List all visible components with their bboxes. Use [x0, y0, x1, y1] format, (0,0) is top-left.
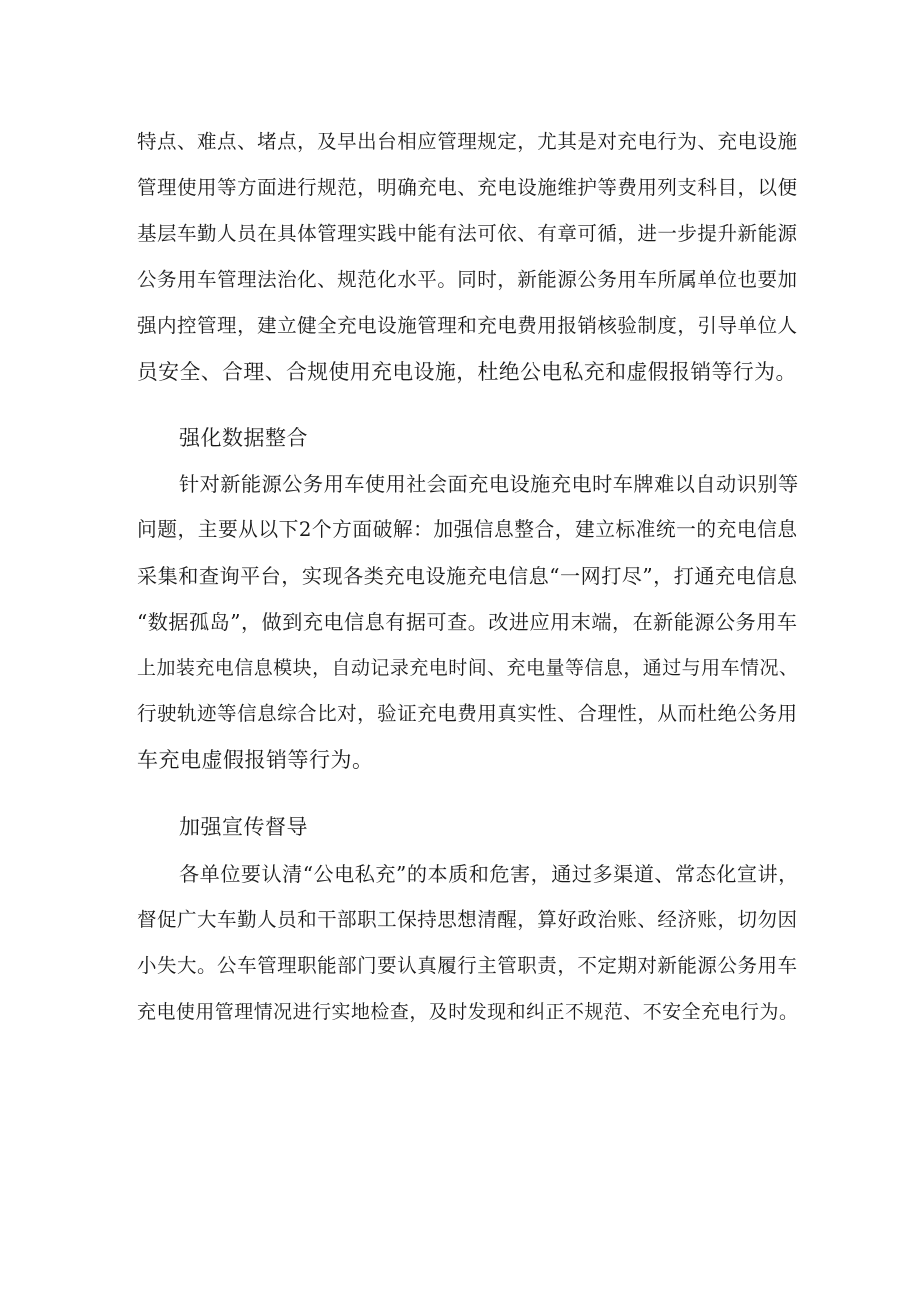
- paragraph-1-line: 公务用车管理法治化、规范化水平。同时，新能源公务用车所属单位也要加: [137, 268, 798, 291]
- paragraph-2-line: 采集和查询平台，实现各类充电设施充电信息“一网打尽”，打通充电信息: [137, 564, 798, 588]
- paragraph-1-line: 强内控管理，建立健全充电设施管理和充电费用报销核验制度，引导单位人: [137, 314, 798, 337]
- paragraph-1-line: 特点、难点、堵点，及早出台相应管理规定，尤其是对充电行为、充电设施: [137, 130, 798, 153]
- section-heading-data-integration: 强化数据整合: [179, 426, 308, 450]
- paragraph-2-line: 问题，主要从以下2个方面破解：加强信息整合，建立标准统一的充电信息: [137, 518, 798, 541]
- paragraph-1: [137, 119, 797, 395]
- paragraph-1-line: 管理使用等方面进行规范，明确充电、充电设施维护等费用列支科目，以便: [137, 176, 798, 199]
- paragraph-1-line: 员安全、合理、合规使用充电设施，杜绝公电私充和虚假报销等行为。: [137, 360, 797, 384]
- paragraph-2-line: 车充电虚假报销等行为。: [137, 748, 374, 772]
- paragraph-3-line: 督促广大车勤人员和干部职工保持思想清醒，算好政治账、经济账，切勿因: [137, 908, 798, 931]
- paragraph-2-line: 针对新能源公务用车使用社会面充电设施充电时车牌难以自动识别等: [179, 472, 799, 496]
- section-heading-publicity-supervision: 加强宣传督导: [179, 815, 308, 839]
- paragraph-2-line: 上加装充电信息模块，自动记录充电时间、充电量等信息，通过与用车情况、: [137, 657, 799, 679]
- paragraph-2-line: 行驶轨迹等信息综合比对，验证充电费用真实性、合理性，从而杜绝公务用: [137, 702, 798, 725]
- paragraph-3-line: 各单位要认清“公电私充”的本质和危害，通过多渠道、常态化宣讲，: [179, 862, 799, 886]
- paragraph-3-line: 充电使用管理情况进行实地检查，及时发现和纠正不规范、不安全充电行为。: [137, 1001, 799, 1023]
- paragraph-3: [137, 851, 797, 1035]
- paragraph-3-line: 小失大。公车管理职能部门要认真履行主管职责，不定期对新能源公务用车: [137, 954, 798, 977]
- paragraph-2-line: “数据孤岛”，做到充电信息有据可查。改进应用末端，在新能源公务用车: [137, 610, 798, 634]
- paragraph-2: [137, 461, 797, 783]
- paragraph-1-line: 基层车勤人员在具体管理实践中能有法可依、有章可循，进一步提升新能源: [137, 222, 798, 245]
